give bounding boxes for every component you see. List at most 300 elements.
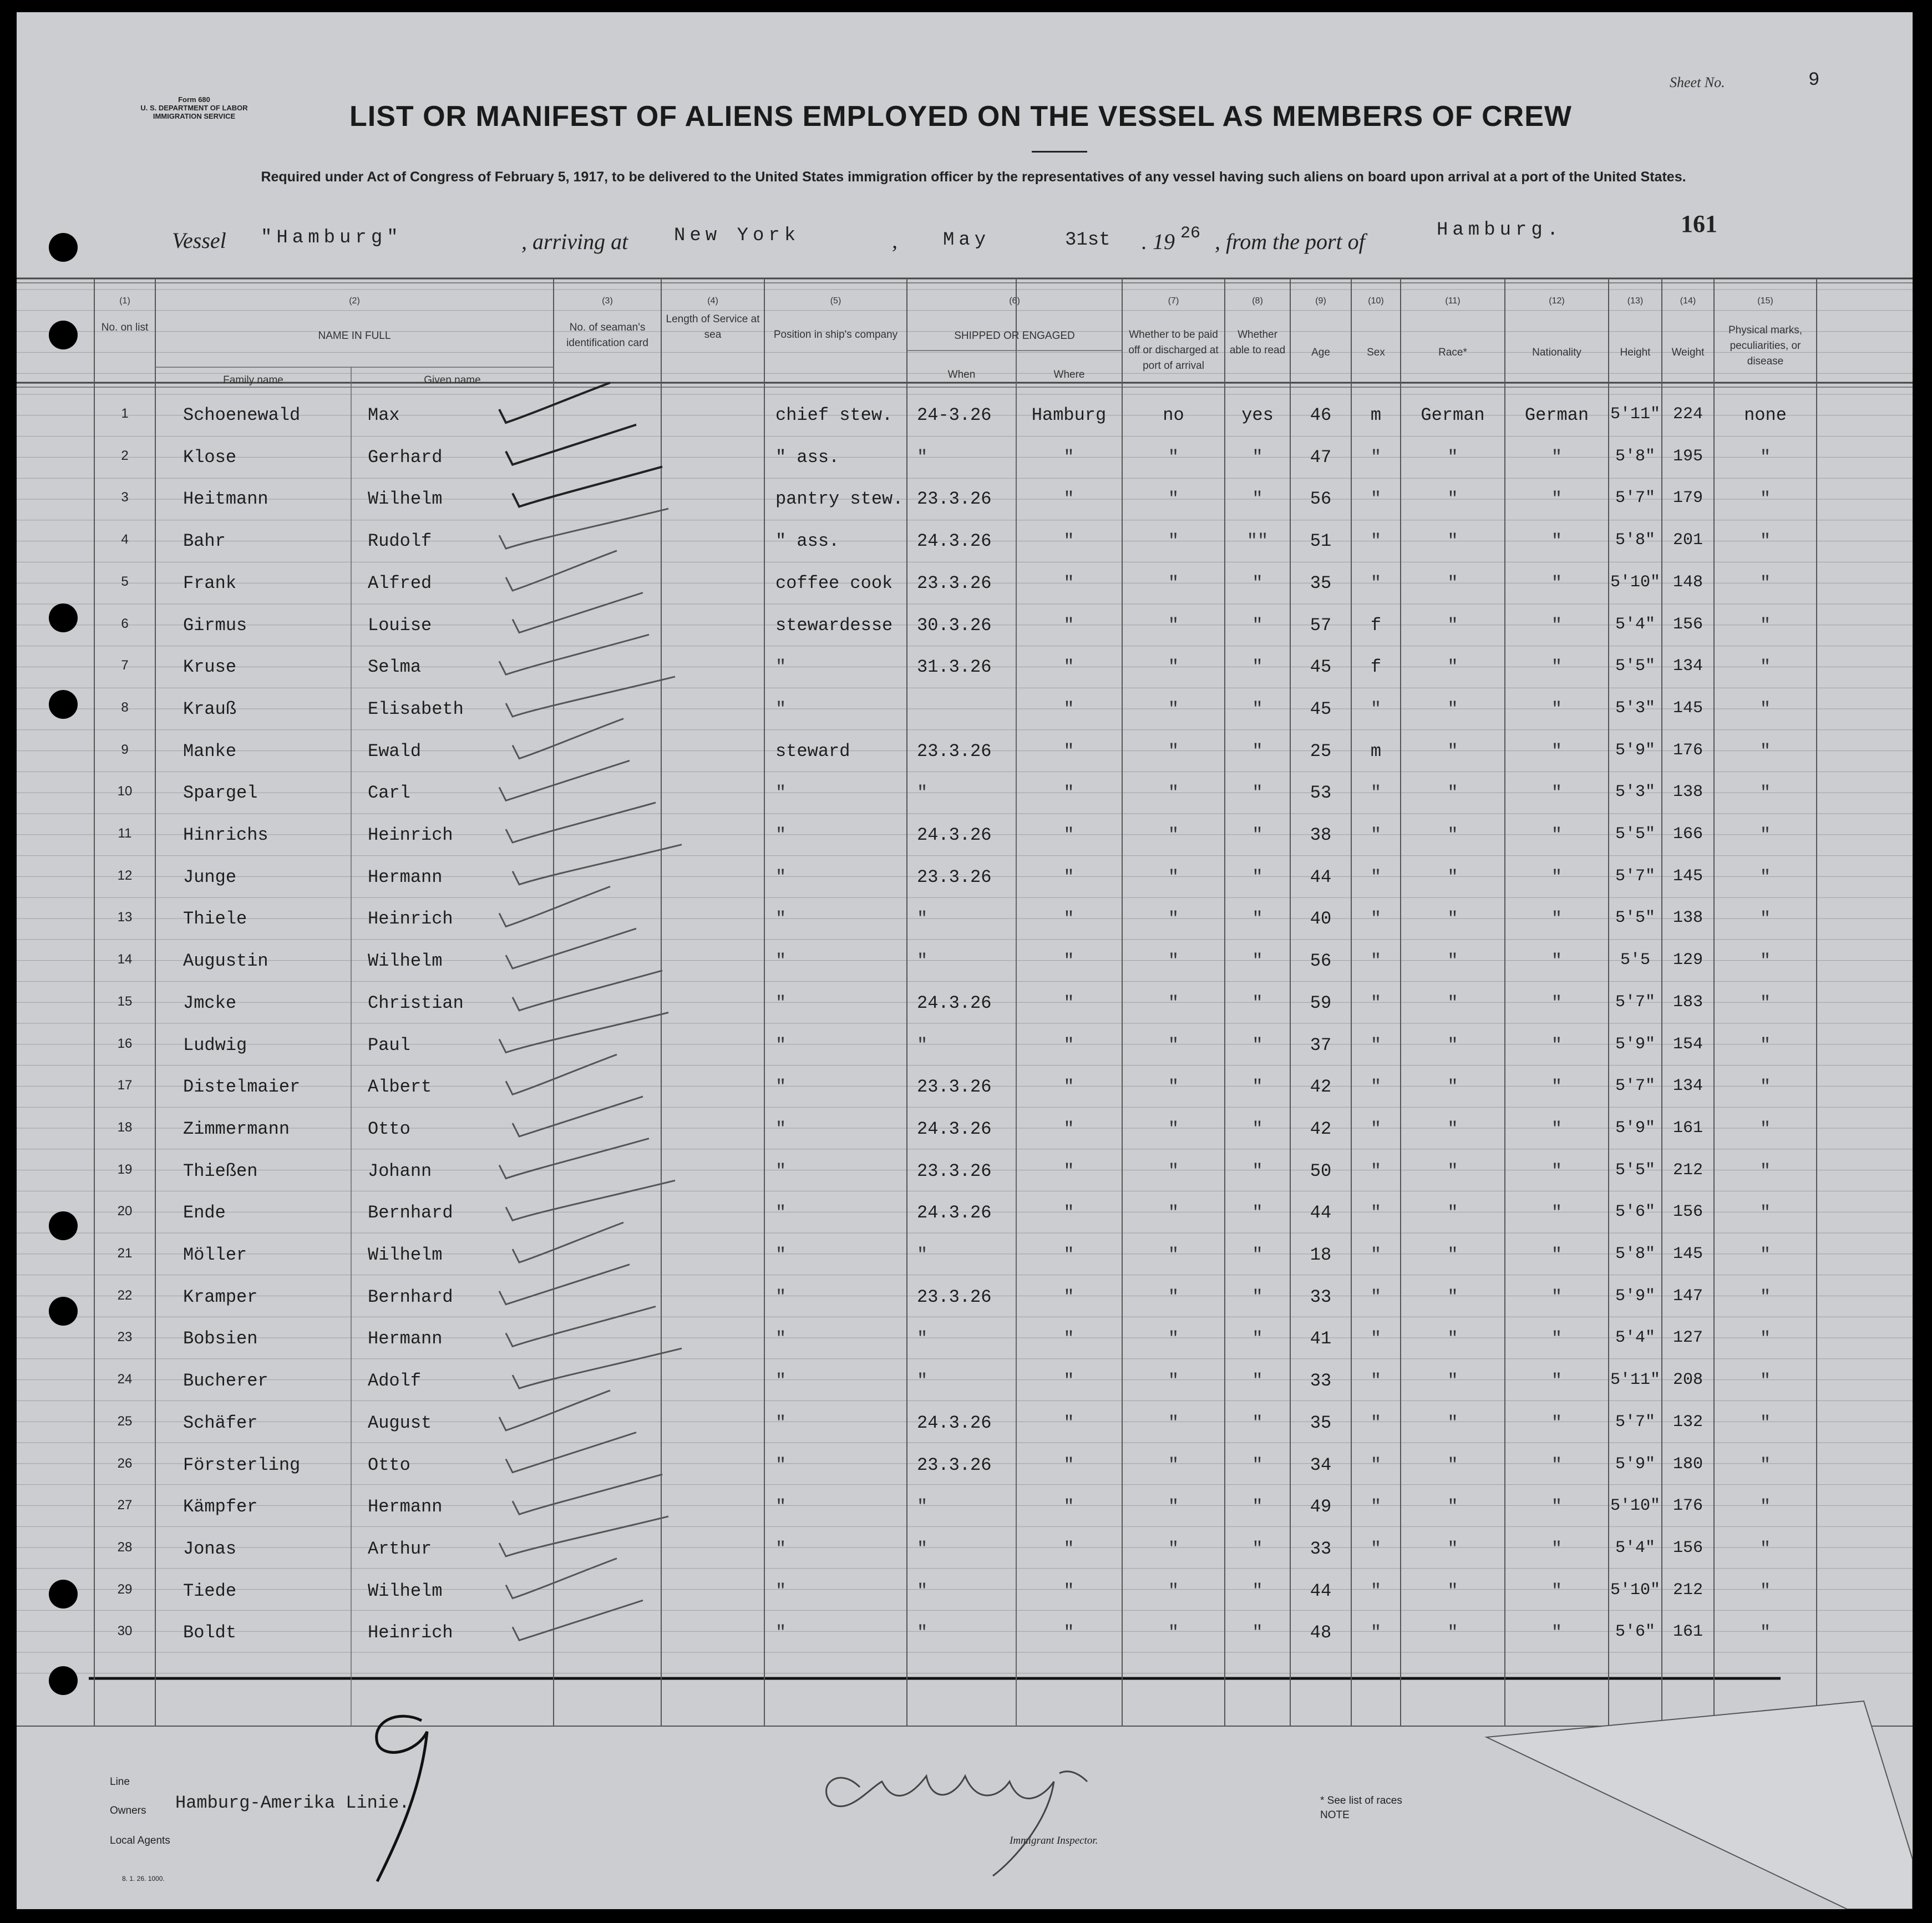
cell-race: " bbox=[1447, 1622, 1458, 1643]
cell-when: 24.3.26 bbox=[917, 1202, 992, 1224]
cell-sex: " bbox=[1370, 698, 1382, 719]
cell-race: " bbox=[1447, 1160, 1458, 1181]
cell-family: Jmcke bbox=[183, 992, 237, 1013]
cell-given: August bbox=[368, 1412, 432, 1433]
cell-age: 18 bbox=[1310, 1245, 1332, 1265]
cell-height: 5'4" bbox=[1615, 1328, 1655, 1348]
cell-where: " bbox=[1063, 1496, 1074, 1518]
cell-weight: 183 bbox=[1672, 992, 1703, 1012]
cell-position: " bbox=[775, 1538, 787, 1559]
cell-height: 5'3" bbox=[1615, 698, 1655, 718]
cell-race: " bbox=[1447, 1454, 1458, 1475]
cell-nationality: " bbox=[1551, 531, 1563, 552]
form-number: Form 680 bbox=[178, 95, 210, 104]
cell-when: " bbox=[917, 1622, 928, 1643]
cell-read: " bbox=[1252, 489, 1263, 510]
sheet-number-value: 9 bbox=[1808, 70, 1820, 91]
cell-marks: " bbox=[1759, 992, 1771, 1013]
cell-no: 22 bbox=[117, 1287, 133, 1303]
col-seaman-card-label: No. of seaman's identification card bbox=[566, 322, 648, 349]
cell-weight: 145 bbox=[1672, 866, 1703, 886]
col-list-number-label: No. on list bbox=[101, 322, 149, 333]
note-label: NOTE bbox=[1320, 1809, 1350, 1821]
cell-given: Alfred bbox=[368, 572, 432, 593]
cell-position: " bbox=[775, 866, 787, 887]
cell-where: " bbox=[1063, 1412, 1074, 1433]
cell-nationality: " bbox=[1551, 615, 1563, 636]
cell-when: " bbox=[917, 446, 928, 468]
cell-position: " bbox=[775, 1245, 787, 1265]
cell-race: " bbox=[1447, 489, 1458, 510]
cell-where: " bbox=[1063, 825, 1074, 845]
cell-position: " bbox=[775, 1412, 787, 1433]
cell-family: Möller bbox=[183, 1245, 247, 1265]
cell-weight: 145 bbox=[1672, 698, 1703, 718]
cell-paid: " bbox=[1168, 1328, 1179, 1349]
col-family-name-label: Family name bbox=[223, 374, 283, 386]
cell-family: Schäfer bbox=[183, 1412, 258, 1433]
cell-paid: " bbox=[1168, 951, 1179, 972]
cell-weight: 166 bbox=[1672, 825, 1703, 844]
cell-age: 42 bbox=[1310, 1077, 1332, 1098]
cell-where: " bbox=[1063, 1034, 1074, 1056]
cell-sex: " bbox=[1370, 1160, 1382, 1181]
cell-weight: 156 bbox=[1672, 1202, 1703, 1222]
inspector-label: Immigrant Inspector. bbox=[1010, 1835, 1098, 1846]
col-weight-number: (14) bbox=[1680, 296, 1696, 306]
cell-weight: 212 bbox=[1672, 1160, 1703, 1180]
cell-read: " bbox=[1252, 446, 1263, 468]
cell-marks: " bbox=[1759, 1245, 1771, 1265]
cell-where: " bbox=[1063, 1160, 1074, 1181]
col-age-label: Age bbox=[1311, 347, 1330, 358]
cell-sex: " bbox=[1370, 531, 1382, 552]
cell-race: " bbox=[1447, 825, 1458, 845]
cell-given: Bernhard bbox=[368, 1286, 453, 1307]
cell-age: 53 bbox=[1310, 783, 1332, 804]
cell-weight: 180 bbox=[1672, 1454, 1703, 1474]
cell-race: " bbox=[1447, 992, 1458, 1013]
cell-when: 23.3.26 bbox=[917, 1454, 992, 1475]
cell-read: " bbox=[1252, 1286, 1263, 1307]
cell-age: 56 bbox=[1310, 951, 1332, 972]
cell-height: 5'8" bbox=[1615, 1245, 1655, 1264]
cell-given: Max bbox=[368, 405, 400, 425]
cell-when: 24.3.26 bbox=[917, 1412, 992, 1433]
year-suffix: 26 bbox=[1180, 224, 1201, 243]
cell-nationality: " bbox=[1551, 783, 1563, 804]
comma-separator: , bbox=[892, 228, 897, 253]
manifest-sheet bbox=[17, 12, 1913, 1909]
cell-race: " bbox=[1447, 1202, 1458, 1224]
cell-when: 23.3.26 bbox=[917, 489, 992, 510]
cell-age: 44 bbox=[1310, 1202, 1332, 1224]
cell-when: " bbox=[917, 1538, 928, 1559]
cell-marks: " bbox=[1759, 657, 1771, 678]
cell-family: Bobsien bbox=[183, 1328, 258, 1349]
paper-edge bbox=[17, 12, 1913, 1909]
cell-when: 24.3.26 bbox=[917, 825, 992, 845]
cell-height: 5'9" bbox=[1615, 1454, 1655, 1474]
col-age-number: (9) bbox=[1315, 296, 1326, 306]
cell-given: Bernhard bbox=[368, 1202, 453, 1224]
cell-height: 5'7" bbox=[1615, 489, 1655, 508]
cell-read: " bbox=[1252, 1034, 1263, 1056]
cell-where: " bbox=[1063, 698, 1074, 719]
cell-nationality: " bbox=[1551, 446, 1563, 468]
cell-nationality: " bbox=[1551, 1580, 1563, 1601]
cell-nationality: " bbox=[1551, 1622, 1563, 1643]
cell-marks: " bbox=[1759, 1454, 1771, 1475]
cell-age: 56 bbox=[1310, 489, 1332, 510]
cell-position: " bbox=[775, 1202, 787, 1224]
cell-paid: " bbox=[1168, 1286, 1179, 1307]
cell-given: Rudolf bbox=[368, 531, 432, 552]
punch-hole bbox=[49, 1666, 78, 1695]
cell-age: 48 bbox=[1310, 1622, 1332, 1643]
punch-hole bbox=[49, 690, 78, 719]
cell-no: 26 bbox=[117, 1455, 133, 1471]
col-height-number: (13) bbox=[1627, 296, 1644, 306]
cell-family: Boldt bbox=[183, 1622, 237, 1643]
cell-sex: " bbox=[1370, 825, 1382, 845]
cell-where: " bbox=[1063, 1202, 1074, 1224]
vessel-name: "Hamburg" bbox=[261, 227, 403, 248]
cell-marks: " bbox=[1759, 951, 1771, 972]
cell-height: 5'7" bbox=[1615, 866, 1655, 886]
cell-nationality: " bbox=[1551, 489, 1563, 510]
cell-no: 13 bbox=[117, 910, 133, 925]
cell-no: 19 bbox=[117, 1161, 133, 1177]
cell-race: " bbox=[1447, 698, 1458, 719]
cell-read: " bbox=[1252, 1118, 1263, 1139]
cell-position: " bbox=[775, 1328, 787, 1349]
cell-paid: " bbox=[1168, 866, 1179, 887]
cell-marks: " bbox=[1759, 783, 1771, 804]
cell-height: 5'8" bbox=[1615, 446, 1655, 466]
cell-age: 45 bbox=[1310, 657, 1332, 678]
cell-age: 47 bbox=[1310, 446, 1332, 468]
cell-given: Gerhard bbox=[368, 446, 443, 468]
cell-weight: 134 bbox=[1672, 657, 1703, 676]
cell-height: 5'5" bbox=[1615, 657, 1655, 676]
cell-given: Otto bbox=[368, 1454, 410, 1475]
cell-paid: " bbox=[1168, 446, 1179, 468]
year-prefix: . 19 bbox=[1142, 229, 1175, 254]
cell-race: " bbox=[1447, 1496, 1458, 1518]
cell-weight: 154 bbox=[1672, 1034, 1703, 1054]
cell-where: " bbox=[1063, 1580, 1074, 1601]
cell-family: Schoenewald bbox=[183, 405, 301, 425]
cell-paid: " bbox=[1168, 1454, 1179, 1475]
cell-nationality: " bbox=[1551, 1412, 1563, 1433]
cell-sex: " bbox=[1370, 1034, 1382, 1056]
cell-position: " bbox=[775, 783, 787, 804]
punch-hole bbox=[49, 233, 78, 262]
cell-marks: " bbox=[1759, 1538, 1771, 1559]
cell-when: " bbox=[917, 1371, 928, 1392]
cell-nationality: " bbox=[1551, 1077, 1563, 1098]
cell-race: " bbox=[1447, 1580, 1458, 1601]
cell-family: Jonas bbox=[183, 1538, 237, 1559]
cell-where: " bbox=[1063, 1118, 1074, 1139]
cell-marks: " bbox=[1759, 698, 1771, 719]
department-name: U. S. DEPARTMENT OF LABOR bbox=[140, 104, 248, 112]
cell-nationality: " bbox=[1551, 1202, 1563, 1224]
cell-age: 35 bbox=[1310, 572, 1332, 593]
col-seaman-card-number: (3) bbox=[602, 296, 613, 306]
cell-weight: 156 bbox=[1672, 615, 1703, 634]
cell-no: 27 bbox=[117, 1498, 133, 1513]
cell-family: Krauß bbox=[183, 698, 237, 719]
cell-where: " bbox=[1063, 1622, 1074, 1643]
cell-nationality: " bbox=[1551, 992, 1563, 1013]
col-shipped-engaged-number: (6) bbox=[1009, 296, 1020, 306]
cell-weight: 176 bbox=[1672, 740, 1703, 760]
cell-nationality: " bbox=[1551, 698, 1563, 719]
cell-when: 23.3.26 bbox=[917, 1077, 992, 1098]
cell-where: " bbox=[1063, 489, 1074, 510]
cell-given: Carl bbox=[368, 783, 410, 804]
cell-given: Otto bbox=[368, 1118, 410, 1139]
cell-age: 41 bbox=[1310, 1328, 1332, 1349]
cell-family: Kämpfer bbox=[183, 1496, 258, 1518]
cell-sex: " bbox=[1370, 1328, 1382, 1349]
cell-sex: " bbox=[1370, 1496, 1382, 1518]
cell-weight: 212 bbox=[1672, 1580, 1703, 1600]
cell-position: " bbox=[775, 1454, 787, 1475]
cell-sex: " bbox=[1370, 909, 1382, 930]
cell-height: 5'6" bbox=[1615, 1202, 1655, 1222]
cell-given: Christian bbox=[368, 992, 464, 1013]
col-name-in-full-number: (2) bbox=[349, 296, 360, 306]
cell-when: 24-3.26 bbox=[917, 405, 992, 425]
cell-no: 10 bbox=[117, 784, 133, 799]
cell-nationality: " bbox=[1551, 1160, 1563, 1181]
col-sex-number: (10) bbox=[1368, 296, 1384, 306]
cell-marks: " bbox=[1759, 531, 1771, 552]
cell-age: 51 bbox=[1310, 531, 1332, 552]
col-length-of-service-number: (4) bbox=[707, 296, 718, 306]
cell-marks: " bbox=[1759, 1622, 1771, 1643]
col-where-label: Where bbox=[1053, 369, 1085, 380]
cell-given: Albert bbox=[368, 1077, 432, 1098]
cell-when: 24.3.26 bbox=[917, 531, 992, 552]
cell-marks: " bbox=[1759, 1077, 1771, 1098]
cell-weight: 129 bbox=[1672, 951, 1703, 970]
cell-nationality: " bbox=[1551, 1538, 1563, 1559]
cell-paid: " bbox=[1168, 1118, 1179, 1139]
cell-no: 12 bbox=[117, 867, 133, 883]
cell-given: Hermann bbox=[368, 866, 443, 887]
cell-read: " bbox=[1252, 825, 1263, 845]
cell-weight: 161 bbox=[1672, 1118, 1703, 1138]
cell-weight: 138 bbox=[1672, 909, 1703, 928]
owners-value: Hamburg-Amerika Linie. bbox=[175, 1793, 410, 1813]
page-title: LIST OR MANIFEST OF ALIENS EMPLOYED ON THE VESSEL AS MEMBERS OF CREW bbox=[349, 100, 1572, 133]
cell-age: 46 bbox=[1310, 405, 1332, 425]
cell-read: " bbox=[1252, 1580, 1263, 1601]
cell-where: " bbox=[1063, 909, 1074, 930]
cell-marks: " bbox=[1759, 740, 1771, 762]
cell-marks: " bbox=[1759, 1034, 1771, 1056]
cell-race: " bbox=[1447, 951, 1458, 972]
col-weight-label: Weight bbox=[1671, 347, 1705, 358]
cell-weight: 201 bbox=[1672, 531, 1703, 550]
cell-weight: 134 bbox=[1672, 1077, 1703, 1096]
cell-no: 18 bbox=[117, 1119, 133, 1135]
cell-position: " bbox=[775, 698, 787, 719]
cell-no: 9 bbox=[121, 742, 129, 757]
col-paid-off-label: Whether to be paid off or discharged at port of arrival bbox=[1128, 329, 1219, 372]
cell-given: Paul bbox=[368, 1034, 410, 1056]
cell-age: 35 bbox=[1310, 1412, 1332, 1433]
cell-read: " bbox=[1252, 1496, 1263, 1518]
cell-read: " bbox=[1252, 1328, 1263, 1349]
cell-given: Hermann bbox=[368, 1496, 443, 1518]
cell-marks: " bbox=[1759, 1496, 1771, 1518]
cell-family: Frank bbox=[183, 572, 237, 593]
cell-position: " bbox=[775, 951, 787, 972]
cell-race: " bbox=[1447, 866, 1458, 887]
cell-race: " bbox=[1447, 740, 1458, 762]
page-subtitle: Required under Act of Congress of February 5, 1917, to be delivered to the United States immigration officer by the representatives of any vessel having such aliens on board upon arrival at a port of the United States. bbox=[261, 169, 1686, 185]
cell-where: " bbox=[1063, 740, 1074, 762]
cell-age: 50 bbox=[1310, 1160, 1332, 1181]
cell-position: " bbox=[775, 1622, 787, 1643]
cell-height: 5'5 bbox=[1620, 951, 1650, 970]
cell-position: stewardesse bbox=[775, 615, 893, 636]
cell-no: 2 bbox=[121, 448, 129, 463]
cell-where: Hamburg bbox=[1031, 405, 1107, 425]
cell-race: " bbox=[1447, 531, 1458, 552]
cell-paid: " bbox=[1168, 1371, 1179, 1392]
cell-height: 5'7" bbox=[1615, 1077, 1655, 1096]
cell-nationality: " bbox=[1551, 657, 1563, 678]
cell-age: 33 bbox=[1310, 1538, 1332, 1559]
cell-nationality: " bbox=[1551, 951, 1563, 972]
cell-height: 5'7" bbox=[1615, 992, 1655, 1012]
cell-sex: " bbox=[1370, 1245, 1382, 1265]
cell-nationality: " bbox=[1551, 1034, 1563, 1056]
cell-no: 30 bbox=[117, 1623, 133, 1639]
cell-height: 5'8" bbox=[1615, 531, 1655, 550]
punch-hole bbox=[49, 603, 78, 632]
cell-race: " bbox=[1447, 783, 1458, 804]
cell-marks: " bbox=[1759, 1580, 1771, 1601]
cell-height: 5'6" bbox=[1615, 1622, 1655, 1642]
cell-when: 23.3.26 bbox=[917, 866, 992, 887]
printer-mark: 8. 1. 26. 1000. bbox=[122, 1875, 165, 1883]
cell-no: 6 bbox=[121, 616, 129, 631]
cell-nationality: " bbox=[1551, 1371, 1563, 1392]
cell-nationality: " bbox=[1551, 909, 1563, 930]
cell-position: " bbox=[775, 657, 787, 678]
cell-sex: " bbox=[1370, 1286, 1382, 1307]
cell-sex: " bbox=[1370, 1454, 1382, 1475]
cell-sex: " bbox=[1370, 1202, 1382, 1224]
cell-weight: 179 bbox=[1672, 489, 1703, 508]
cell-nationality: " bbox=[1551, 825, 1563, 845]
cell-where: " bbox=[1063, 446, 1074, 468]
cell-nationality: German bbox=[1524, 405, 1589, 425]
cell-weight: 161 bbox=[1672, 1622, 1703, 1642]
cell-age: 40 bbox=[1310, 909, 1332, 930]
cell-paid: " bbox=[1168, 1496, 1179, 1518]
cell-where: " bbox=[1063, 1371, 1074, 1392]
cell-family: Bahr bbox=[183, 531, 226, 552]
cell-weight: 145 bbox=[1672, 1245, 1703, 1264]
arrival-day: 31st bbox=[1065, 230, 1110, 251]
cell-height: 5'9" bbox=[1615, 740, 1655, 760]
cell-position: " bbox=[775, 1371, 787, 1392]
cell-race: " bbox=[1447, 1538, 1458, 1559]
cell-nationality: " bbox=[1551, 866, 1563, 887]
cell-sex: m bbox=[1370, 405, 1382, 425]
cell-paid: " bbox=[1168, 783, 1179, 804]
cell-family: Bucherer bbox=[183, 1371, 268, 1392]
cell-marks: " bbox=[1759, 446, 1771, 468]
cell-age: 44 bbox=[1310, 866, 1332, 887]
cell-position: chief stew. bbox=[775, 405, 893, 425]
cell-given: Louise bbox=[368, 615, 432, 636]
cell-race: " bbox=[1447, 657, 1458, 678]
cell-when: 31.3.26 bbox=[917, 657, 992, 678]
cell-sex: " bbox=[1370, 1580, 1382, 1601]
cell-read: " bbox=[1252, 657, 1263, 678]
cell-given: Johann bbox=[368, 1160, 432, 1181]
col-paid-off-number: (7) bbox=[1168, 296, 1179, 306]
cell-read: " bbox=[1252, 1202, 1263, 1224]
cell-marks: " bbox=[1759, 1160, 1771, 1181]
cell-race: " bbox=[1447, 446, 1458, 468]
cell-height: 5'10" bbox=[1610, 572, 1660, 592]
cell-age: 57 bbox=[1310, 615, 1332, 636]
cell-where: " bbox=[1063, 866, 1074, 887]
cell-marks: " bbox=[1759, 1118, 1771, 1139]
cell-no: 7 bbox=[121, 658, 129, 673]
cell-read: " bbox=[1252, 1622, 1263, 1643]
cell-paid: " bbox=[1168, 740, 1179, 762]
cell-paid: " bbox=[1168, 1580, 1179, 1601]
cell-weight: 224 bbox=[1672, 405, 1703, 424]
cell-where: " bbox=[1063, 1077, 1074, 1098]
cell-weight: 156 bbox=[1672, 1538, 1703, 1557]
races-note: * See list of races bbox=[1320, 1795, 1402, 1807]
cell-paid: " bbox=[1168, 1077, 1179, 1098]
cell-given: Wilhelm bbox=[368, 951, 443, 972]
arriving-label: , arriving at bbox=[521, 229, 628, 254]
cell-where: " bbox=[1063, 615, 1074, 636]
cell-race: " bbox=[1447, 1245, 1458, 1265]
cell-no: 28 bbox=[117, 1539, 133, 1555]
cell-read: " bbox=[1252, 866, 1263, 887]
cell-height: 5'5" bbox=[1615, 825, 1655, 844]
cell-when: " bbox=[917, 1245, 928, 1265]
col-physical-marks-number: (15) bbox=[1757, 296, 1773, 306]
cell-where: " bbox=[1063, 783, 1074, 804]
punch-hole bbox=[49, 1297, 78, 1326]
cell-paid: " bbox=[1168, 615, 1179, 636]
service-name: IMMIGRATION SERVICE bbox=[153, 112, 236, 120]
col-name-in-full-label: NAME IN FULL bbox=[318, 330, 391, 342]
cell-no: 8 bbox=[121, 699, 129, 715]
cell-read: " bbox=[1252, 698, 1263, 719]
cell-no: 11 bbox=[118, 826, 132, 841]
col-able-to-read-label: Whether able to read bbox=[1229, 329, 1286, 356]
cell-given: Heinrich bbox=[368, 909, 453, 930]
cell-when: " bbox=[917, 1496, 928, 1518]
